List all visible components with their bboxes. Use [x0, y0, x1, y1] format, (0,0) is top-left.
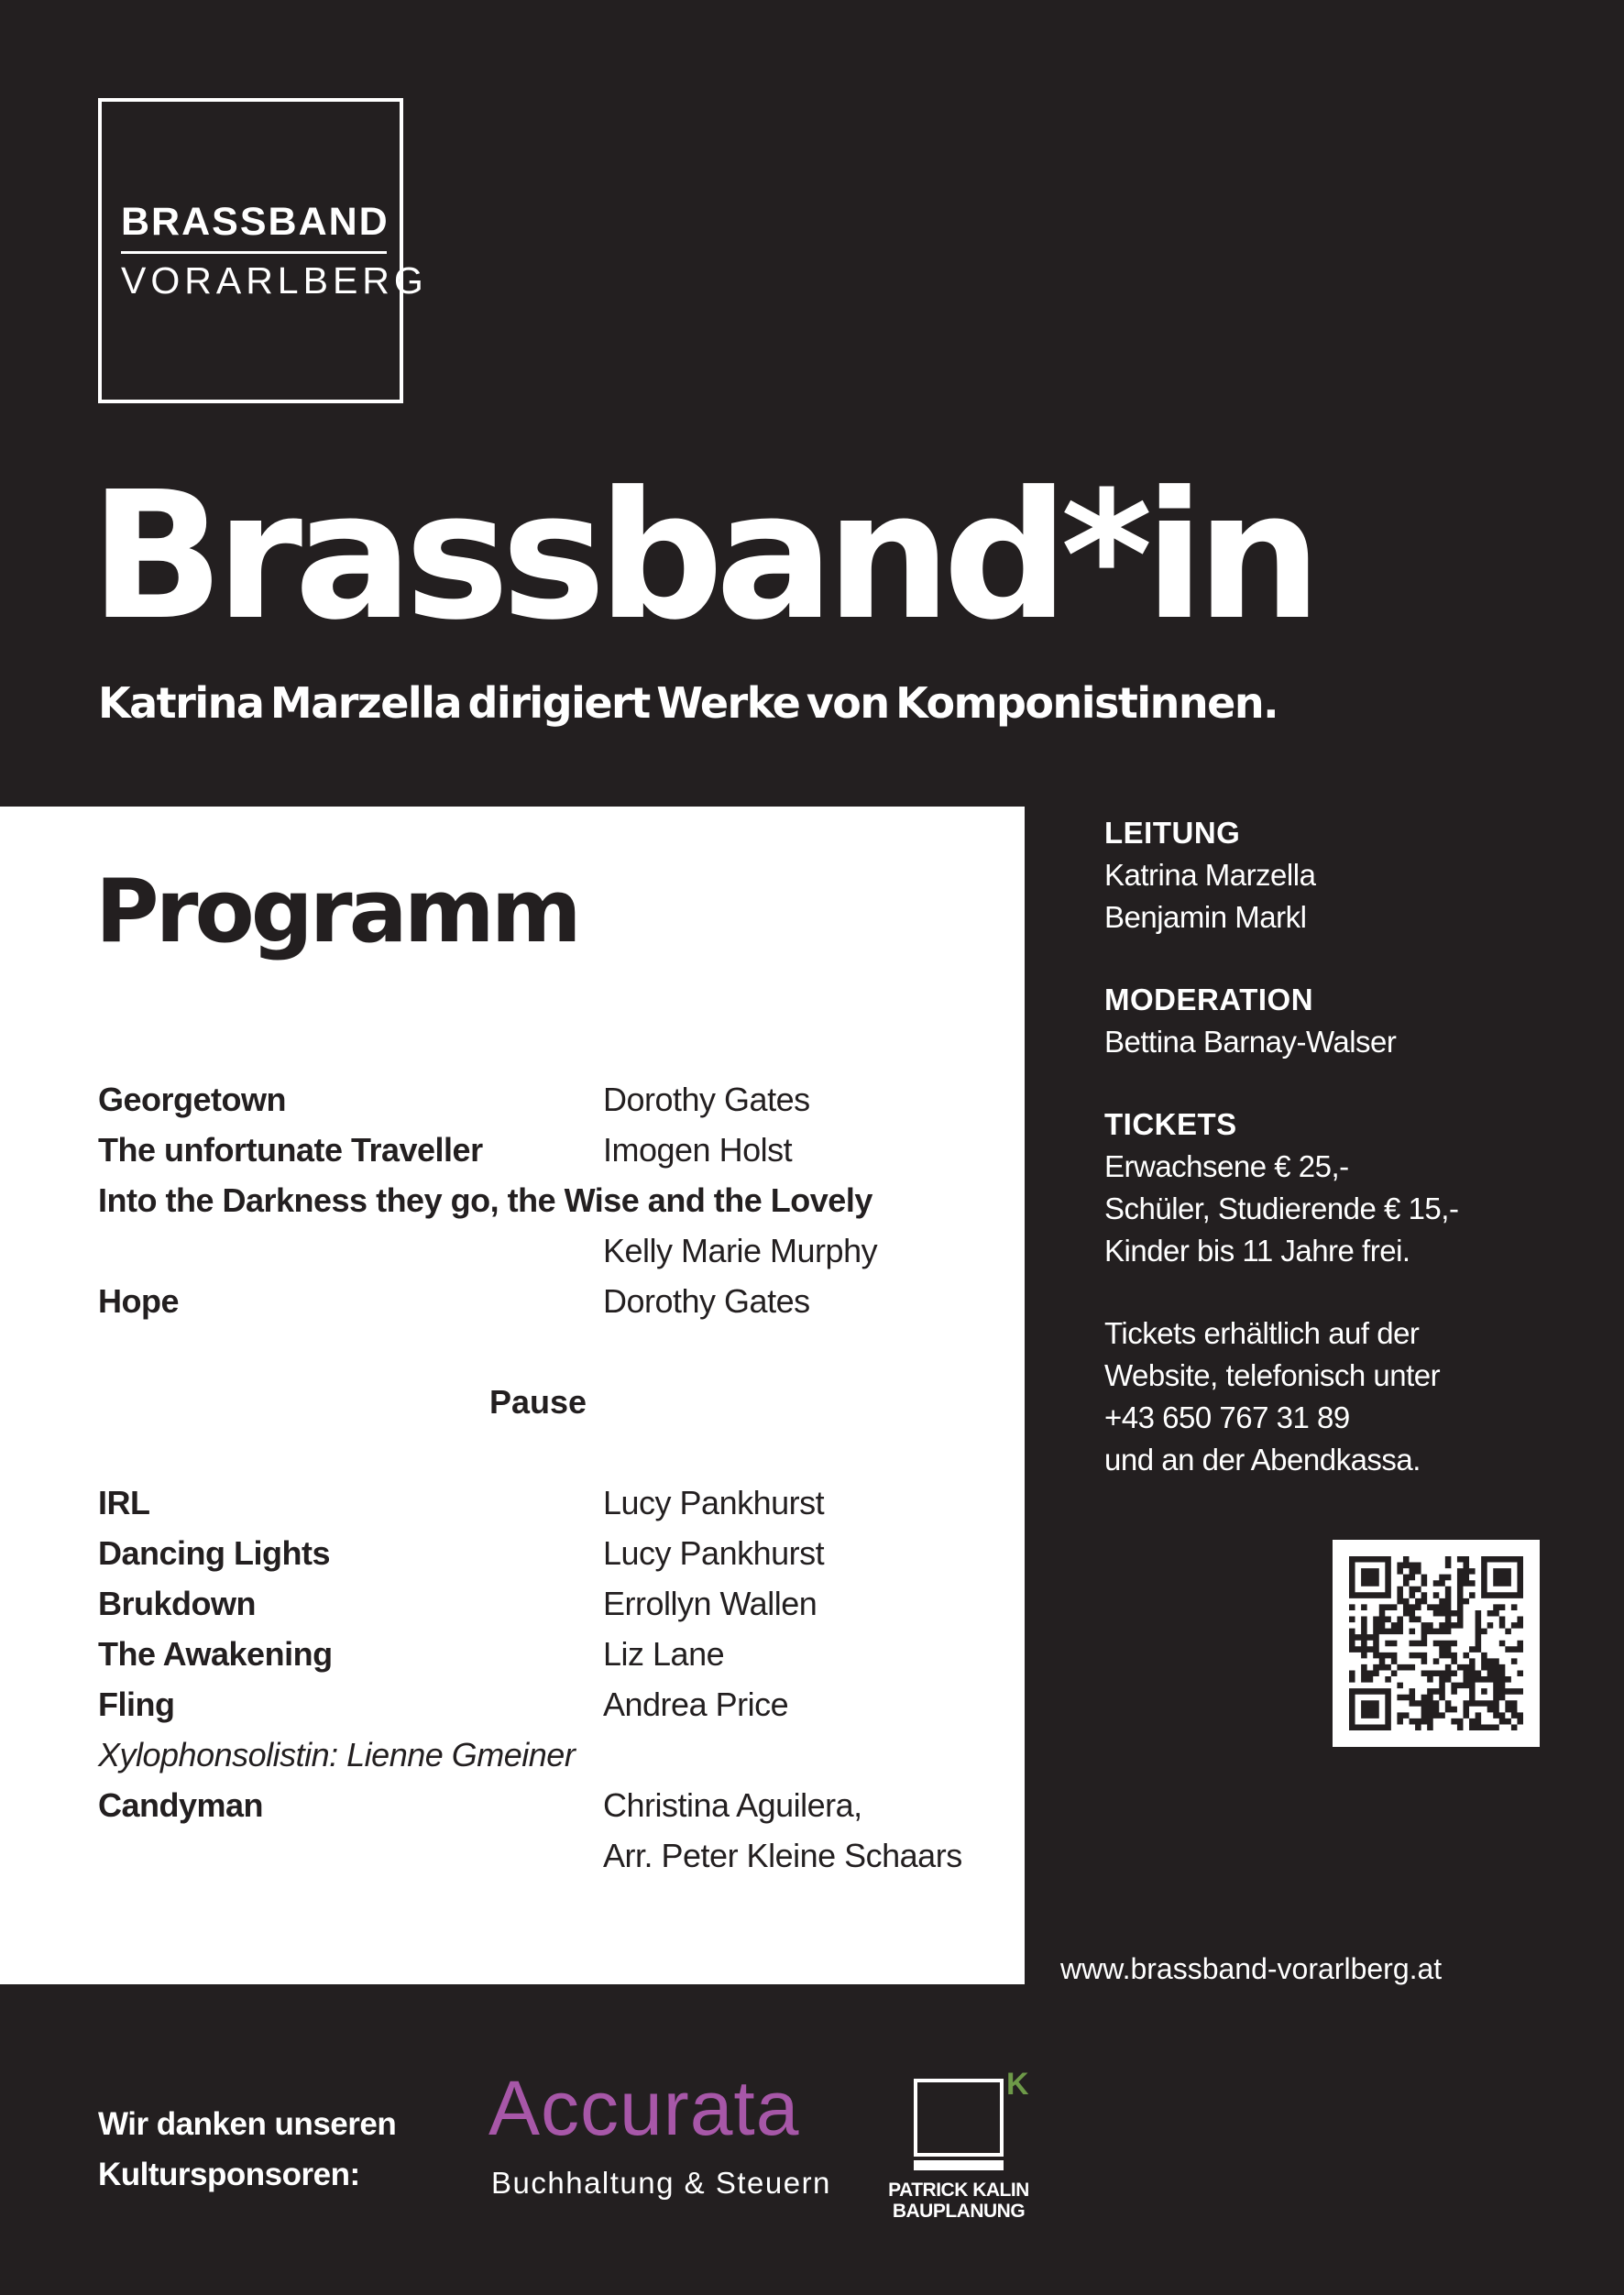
sidebar-line: Katrina Marzella [1104, 858, 1316, 892]
sidebar-section-heading: MODERATION [1104, 983, 1314, 1016]
program-piece-title: Georgetown [98, 1081, 287, 1118]
accurata-tagline: Buchhaltung & Steuern [491, 2166, 831, 2200]
kalin-bar-icon [914, 2160, 1004, 2170]
program-note: Xylophonsolistin: Lienne Gmeiner [98, 1736, 576, 1773]
sidebar-section [1104, 812, 1563, 939]
sidebar-line: Kinder bis 11 Jahre frei. [1104, 1234, 1410, 1268]
program-row [98, 1780, 978, 1830]
program-piece-title: IRL [98, 1484, 150, 1521]
program-row [98, 1528, 978, 1578]
program-composer: Kelly Marie Murphy [603, 1232, 878, 1269]
program-piece-title: Dancing Lights [98, 1534, 330, 1572]
sidebar-section [1104, 1312, 1563, 1481]
sidebar-line: und an der Abendkassa. [1104, 1443, 1421, 1477]
program-piece-title: The unfortunate Traveller [98, 1131, 483, 1169]
sidebar-section-heading: LEITUNG [1104, 816, 1241, 850]
program-row [98, 1830, 978, 1881]
program-composer: Arr. Peter Kleine Schaars [603, 1837, 962, 1874]
program-row [98, 1276, 978, 1326]
program-row [98, 1477, 978, 1528]
sidebar-line: Bettina Barnay-Walser [1104, 1025, 1397, 1059]
kalin-line2: BAUPLANUNG [892, 2201, 1026, 2222]
program-composer: Errollyn Wallen [603, 1585, 817, 1622]
program-row [98, 1629, 978, 1679]
program-composer: Christina Aguilera, [603, 1786, 862, 1824]
program-composer: Imogen Holst [603, 1131, 793, 1169]
brassband-vorarlberg-logo [98, 98, 428, 403]
kalin-k-letter: K [1006, 2067, 1029, 2102]
logo-divider [121, 251, 387, 254]
sidebar-line: Erwachsene € 25,- [1104, 1149, 1349, 1183]
sidebar-section [1104, 1104, 1563, 1272]
program-piece-title: Hope [98, 1282, 179, 1320]
program-second-half [98, 1477, 978, 1881]
program-composer: Andrea Price [603, 1686, 789, 1723]
program-row [98, 1578, 978, 1629]
qr-code-icon [1333, 1540, 1540, 1747]
program-composer: Liz Lane [603, 1635, 725, 1673]
program-row [98, 1679, 978, 1729]
sidebar-line: +43 650 767 31 89 [1104, 1400, 1350, 1434]
program-row [98, 1729, 978, 1780]
sponsor-thanks-line1: Wir danken unseren [98, 2106, 397, 2142]
poster-subtitle: Katrina Marzella dirigiert Werke von Komponistinnen. [98, 678, 1278, 728]
program-piece-title: The Awakening [98, 1635, 333, 1673]
sidebar-line: Website, telefonisch unter [1104, 1358, 1441, 1392]
info-sidebar [1104, 812, 1563, 1521]
kalin-line1: PATRICK KALIN [888, 2180, 1029, 2201]
kalin-wordmark [888, 2180, 1029, 2222]
website-link[interactable]: www.brassband-vorarlberg.at [1060, 1952, 1443, 1985]
program-row [98, 1074, 978, 1125]
poster-title: Brassband*in [90, 455, 1314, 659]
program-composer: Dorothy Gates [603, 1282, 810, 1320]
program-row [98, 1175, 978, 1225]
sidebar-line: Tickets erhältlich auf der [1104, 1316, 1420, 1350]
logo-line1: BRASSBAND [121, 199, 390, 244]
sidebar-line: Schüler, Studierende € 15,- [1104, 1191, 1459, 1225]
program-piece-title: Fling [98, 1686, 175, 1723]
program-piece-title: Into the Darkness they go, the Wise and the Lovely [98, 1181, 872, 1219]
sponsor-thanks-text [98, 2099, 396, 2200]
sponsor-thanks-line2: Kultursponsoren: [98, 2157, 360, 2192]
program-panel [0, 807, 1025, 1984]
program-composer: Lucy Pankhurst [603, 1484, 825, 1521]
sidebar-line: Benjamin Markl [1104, 900, 1307, 934]
program-row [98, 1125, 978, 1175]
patrick-kalin-logo [888, 2067, 1029, 2222]
qr-code-pattern [1349, 1556, 1523, 1730]
program-list [98, 1074, 978, 1881]
accurata-logo: Accurata [488, 2065, 800, 2151]
program-composer: Dorothy Gates [603, 1081, 810, 1118]
program-piece-title: Candyman [98, 1786, 264, 1824]
program-first-half [98, 1074, 978, 1326]
logo-line2: VORARLBERG [121, 258, 428, 302]
program-row [98, 1225, 978, 1276]
kalin-square-icon [914, 2079, 1004, 2157]
sidebar-section-heading: TICKETS [1104, 1107, 1237, 1141]
sidebar-section [1104, 979, 1563, 1063]
program-heading: Programm [95, 862, 578, 962]
program-composer: Lucy Pankhurst [603, 1534, 825, 1572]
program-piece-title: Brukdown [98, 1585, 256, 1622]
pause-label: Pause [488, 1383, 587, 1421]
